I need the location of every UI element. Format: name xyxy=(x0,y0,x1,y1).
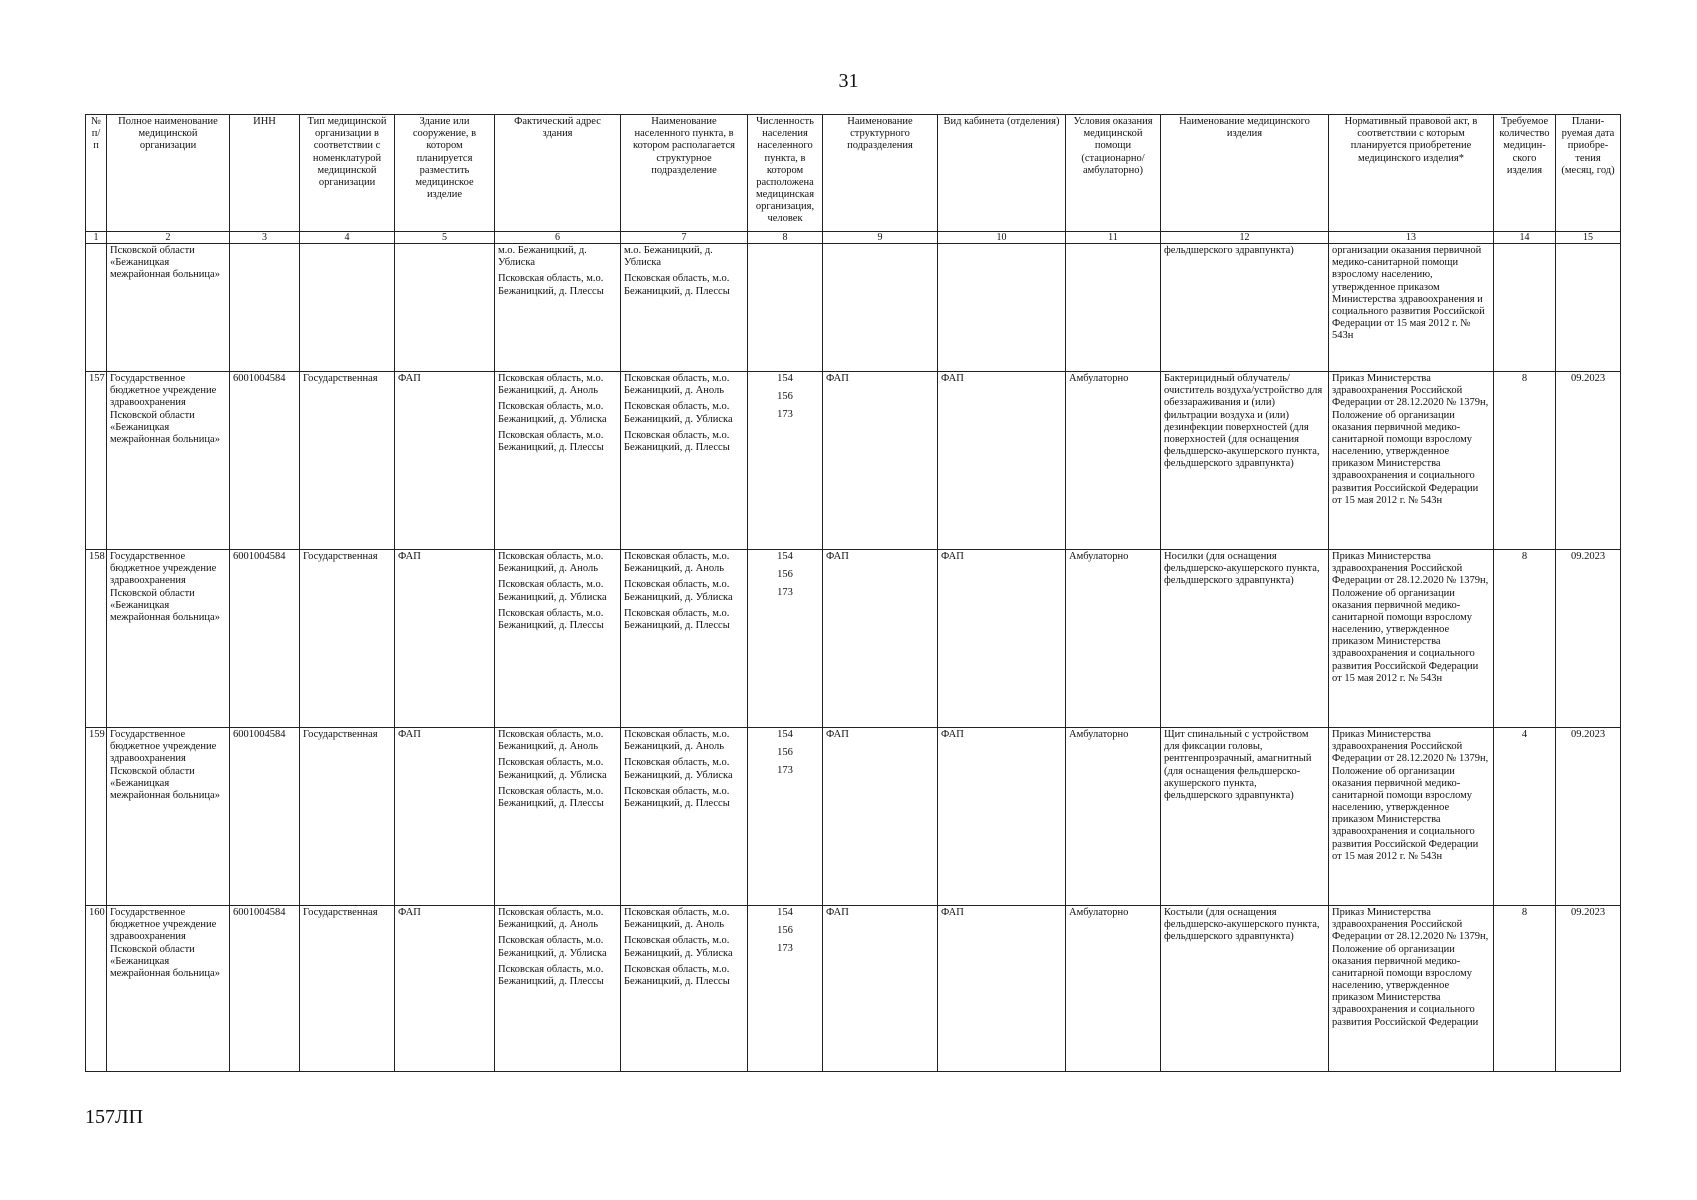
cell-qty: 8 xyxy=(1494,906,1556,1072)
cell-act: организации оказания первичной медико-санитарной помощи взрослому населению, утвержденное приказом Министерства здравоохранения и социального развития Российской Федерации от 15 мая 2012 г. № 543н xyxy=(1329,244,1494,372)
cell-device: Костыли (для оснащения фельдшерско-акушерского пункта, фельдшерского здравпункта) xyxy=(1161,906,1329,1072)
population-value: 154 xyxy=(777,907,793,918)
column-header: Условия оказания медицинской помощи (стационарно/ амбулаторно) xyxy=(1066,115,1161,232)
column-number: 1 xyxy=(86,232,107,244)
address-line: м.о. Бежаницкий, д. Ублиска xyxy=(498,245,587,269)
cell-unit: ФАП xyxy=(823,906,938,1072)
cell-num: 157 xyxy=(86,372,107,550)
cell-date: 09.2023 xyxy=(1556,372,1621,550)
population-value: 154 xyxy=(777,373,793,384)
cell-population xyxy=(748,728,823,906)
cell-cabinet: ФАП xyxy=(938,906,1066,1072)
column-header: Вид кабинета (отделения) xyxy=(938,115,1066,232)
column-header: Полное наименование медицинской организации xyxy=(107,115,230,232)
settlement-line: Псковская область, м.о. Бежаницкий, д. Ублиска xyxy=(624,401,733,425)
population-value: 173 xyxy=(777,409,793,421)
page-number: 31 xyxy=(838,70,859,92)
table-row xyxy=(86,728,1621,906)
column-header: Здание или сооружение, в котором планируется разместить медицинское изделие xyxy=(395,115,495,232)
population-value: 156 xyxy=(777,569,793,581)
cell-cabinet: ФАП xyxy=(938,372,1066,550)
cell-date xyxy=(1556,244,1621,372)
cell-building: ФАП xyxy=(395,550,495,728)
cell-building: ФАП xyxy=(395,906,495,1072)
population-value: 156 xyxy=(777,391,793,403)
cell-type: Государственная xyxy=(300,906,395,1072)
cell-population xyxy=(748,906,823,1072)
column-header: Плани-руемая дата приобре-тения (месяц, год) xyxy=(1556,115,1621,232)
address-line: Псковская область, м.о. Бежаницкий, д. Ублиска xyxy=(498,401,607,425)
address-line: Псковская область, м.о. Бежаницкий, д. Плессы xyxy=(498,273,604,297)
cell-date: 09.2023 xyxy=(1556,550,1621,728)
cell-act: Приказ Министерства здравоохранения Российской Федерации от 28.12.2020 № 1379н, Положение об организации оказания первичной медико-санитарной помощи взрослому населению, утвержденное приказом Министерства здравоохранения и социального развития Российской Федерации от 15 мая 2012 г. № 543н xyxy=(1329,728,1494,906)
column-header: ИНН xyxy=(230,115,300,232)
cell-unit: ФАП xyxy=(823,372,938,550)
column-number: 2 xyxy=(107,232,230,244)
cell-org: Государственное бюджетное учреждение здравоохранения Псковской области «Бежаницкая межрайонная больница» xyxy=(107,550,230,728)
column-header: Наименование структурного подразделения xyxy=(823,115,938,232)
cell-settlement xyxy=(621,906,748,1072)
cell-population xyxy=(748,244,823,372)
column-header: Фактический адрес здания xyxy=(495,115,621,232)
column-number-row xyxy=(86,232,1621,244)
settlement-line: Псковская область, м.о. Бежаницкий, д. Аноль xyxy=(624,729,730,753)
column-number: 5 xyxy=(395,232,495,244)
cell-conditions: Амбулаторно xyxy=(1066,906,1161,1072)
settlement-line: м.о. Бежаницкий, д. Ублиска xyxy=(624,245,713,269)
table-row xyxy=(86,372,1621,550)
address-line: Псковская область, м.о. Бежаницкий, д. Аноль xyxy=(498,907,604,931)
footer-code: 157ЛП xyxy=(85,1106,144,1128)
cell-num xyxy=(86,244,107,372)
population-value: 156 xyxy=(777,925,793,937)
population-value: 173 xyxy=(777,587,793,599)
cell-qty: 8 xyxy=(1494,550,1556,728)
column-header: Численность населения населенного пункта, в котором расположена медицинская организация, человек xyxy=(748,115,823,232)
cell-type xyxy=(300,244,395,372)
population-value: 173 xyxy=(777,943,793,955)
address-line: Псковская область, м.о. Бежаницкий, д. Аноль xyxy=(498,373,604,397)
address-line: Псковская область, м.о. Бежаницкий, д. Плессы xyxy=(498,607,604,631)
cell-building xyxy=(395,244,495,372)
cell-org: Государственное бюджетное учреждение здравоохранения Псковской области «Бежаницкая межрайонная больница» xyxy=(107,906,230,1072)
cell-inn: 6001004584 xyxy=(230,372,300,550)
table-row-continuation xyxy=(86,244,1621,372)
cell-address xyxy=(495,728,621,906)
settlement-line: Псковская область, м.о. Бежаницкий, д. Плессы xyxy=(624,429,730,453)
settlement-line: Псковская область, м.о. Бежаницкий, д. Плессы xyxy=(624,963,730,987)
cell-unit: ФАП xyxy=(823,550,938,728)
settlement-line: Псковская область, м.о. Бежаницкий, д. Плессы xyxy=(624,785,730,809)
cell-conditions: Амбулаторно xyxy=(1066,550,1161,728)
address-line: Псковская область, м.о. Бежаницкий, д. Ублиска xyxy=(498,579,607,603)
settlement-line: Псковская область, м.о. Бежаницкий, д. Плессы xyxy=(624,273,730,297)
cell-type: Государственная xyxy=(300,728,395,906)
cell-num: 158 xyxy=(86,550,107,728)
column-number: 6 xyxy=(495,232,621,244)
column-number: 14 xyxy=(1494,232,1556,244)
equipment-table xyxy=(85,114,1621,1072)
address-line: Псковская область, м.о. Бежаницкий, д. Ублиска xyxy=(498,757,607,781)
address-line: Псковская область, м.о. Бежаницкий, д. Плессы xyxy=(498,429,604,453)
cell-address xyxy=(495,372,621,550)
address-line: Псковская область, м.о. Бежаницкий, д. Аноль xyxy=(498,551,604,575)
cell-conditions xyxy=(1066,244,1161,372)
cell-inn: 6001004584 xyxy=(230,550,300,728)
column-number: 3 xyxy=(230,232,300,244)
cell-act: Приказ Министерства здравоохранения Российской Федерации от 28.12.2020 № 1379н, Положение об организации оказания первичной медико-санитарной помощи взрослому населению, утвержденное приказом Министерства здравоохранения и социального развития Российской Федерации xyxy=(1329,906,1494,1072)
settlement-line: Псковская область, м.о. Бежаницкий, д. Ублиска xyxy=(624,935,733,959)
column-number: 8 xyxy=(748,232,823,244)
settlement-line: Псковская область, м.о. Бежаницкий, д. Ублиска xyxy=(624,757,733,781)
cell-device: Щит спинальный с устройством для фиксации головы, рентгенпрозрачный, амагнитный (для оснащения фельдшерско-акушерского пункта, фельдшерского здравпункта) xyxy=(1161,728,1329,906)
cell-population xyxy=(748,372,823,550)
cell-cabinet: ФАП xyxy=(938,550,1066,728)
cell-num: 160 xyxy=(86,906,107,1072)
column-header: Тип медицинской организации в соответствии с номенклатурой медицинской организации xyxy=(300,115,395,232)
column-number: 4 xyxy=(300,232,395,244)
column-number: 13 xyxy=(1329,232,1494,244)
column-number: 11 xyxy=(1066,232,1161,244)
address-line: Псковская область, м.о. Бежаницкий, д. Ублиска xyxy=(498,935,607,959)
cell-address xyxy=(495,550,621,728)
cell-org: Государственное бюджетное учреждение здравоохранения Псковской области «Бежаницкая межрайонная больница» xyxy=(107,728,230,906)
cell-cabinet xyxy=(938,244,1066,372)
column-number: 7 xyxy=(621,232,748,244)
cell-address xyxy=(495,906,621,1072)
cell-settlement xyxy=(621,244,748,372)
column-number: 10 xyxy=(938,232,1066,244)
cell-inn: 6001004584 xyxy=(230,728,300,906)
cell-device: фельдшерского здравпункта) xyxy=(1161,244,1329,372)
population-value: 154 xyxy=(777,729,793,740)
cell-act: Приказ Министерства здравоохранения Российской Федерации от 28.12.2020 № 1379н, Положение об организации оказания первичной медико-санитарной помощи взрослому населению, утвержденное приказом Министерства здравоохранения и социального развития Российской Федерации от 15 мая 2012 г. № 543н xyxy=(1329,372,1494,550)
cell-inn: 6001004584 xyxy=(230,906,300,1072)
address-line: Псковская область, м.о. Бежаницкий, д. Плессы xyxy=(498,785,604,809)
population-value: 173 xyxy=(777,765,793,777)
settlement-line: Псковская область, м.о. Бежаницкий, д. Аноль xyxy=(624,373,730,397)
settlement-line: Псковская область, м.о. Бежаницкий, д. Аноль xyxy=(624,551,730,575)
column-header: Наименование населенного пункта, в котором располагается структурное подразделение xyxy=(621,115,748,232)
column-number: 9 xyxy=(823,232,938,244)
cell-settlement xyxy=(621,372,748,550)
settlement-line: Псковская область, м.о. Бежаницкий, д. Ублиска xyxy=(624,579,733,603)
settlement-line: Псковская область, м.о. Бежаницкий, д. Плессы xyxy=(624,607,730,631)
cell-unit: ФАП xyxy=(823,728,938,906)
cell-type: Государственная xyxy=(300,550,395,728)
cell-date: 09.2023 xyxy=(1556,906,1621,1072)
header-row xyxy=(86,115,1621,232)
column-header: Требуемое количество медицин-ского изделия xyxy=(1494,115,1556,232)
cell-unit xyxy=(823,244,938,372)
population-value: 154 xyxy=(777,551,793,562)
population-value: 156 xyxy=(777,747,793,759)
cell-device: Носилки (для оснащения фельдшерско-акушерского пункта, фельдшерского здравпункта) xyxy=(1161,550,1329,728)
cell-type: Государственная xyxy=(300,372,395,550)
cell-conditions: Амбулаторно xyxy=(1066,372,1161,550)
cell-date: 09.2023 xyxy=(1556,728,1621,906)
column-header: Наименование медицинского изделия xyxy=(1161,115,1329,232)
address-line: Псковская область, м.о. Бежаницкий, д. Аноль xyxy=(498,729,604,753)
address-line: Псковская область, м.о. Бежаницкий, д. Плессы xyxy=(498,963,604,987)
column-header: Нормативный правовой акт, в соответствии с которым планируется приобретение медицинского изделия* xyxy=(1329,115,1494,232)
table-row xyxy=(86,550,1621,728)
cell-building: ФАП xyxy=(395,728,495,906)
cell-act: Приказ Министерства здравоохранения Российской Федерации от 28.12.2020 № 1379н, Положение об организации оказания первичной медико-санитарной помощи взрослому населению, утвержденное приказом Министерства здравоохранения и социального развития Российской Федерации от 15 мая 2012 г. № 543н xyxy=(1329,550,1494,728)
cell-address xyxy=(495,244,621,372)
cell-device: Бактерицидный облучатель/очиститель воздуха/устройство для обеззараживания и (или) фильтрации воздуха и (или) дезинфекции поверхностей (для поверхностей (для оснащения фельдшерско-акушерского пункта, фельдшерского здравпункта) xyxy=(1161,372,1329,550)
cell-org: Псковской области «Бежаницкая межрайонная больница» xyxy=(107,244,230,372)
cell-settlement xyxy=(621,728,748,906)
cell-inn xyxy=(230,244,300,372)
cell-num: 159 xyxy=(86,728,107,906)
cell-org: Государственное бюджетное учреждение здравоохранения Псковской области «Бежаницкая межрайонная больница» xyxy=(107,372,230,550)
cell-qty xyxy=(1494,244,1556,372)
cell-cabinet: ФАП xyxy=(938,728,1066,906)
cell-building: ФАП xyxy=(395,372,495,550)
cell-population xyxy=(748,550,823,728)
settlement-line: Псковская область, м.о. Бежаницкий, д. Аноль xyxy=(624,907,730,931)
column-number: 15 xyxy=(1556,232,1621,244)
cell-qty: 8 xyxy=(1494,372,1556,550)
cell-conditions: Амбулаторно xyxy=(1066,728,1161,906)
column-number: 12 xyxy=(1161,232,1329,244)
cell-settlement xyxy=(621,550,748,728)
column-header: № п/п xyxy=(86,115,107,232)
table-row xyxy=(86,906,1621,1072)
cell-qty: 4 xyxy=(1494,728,1556,906)
